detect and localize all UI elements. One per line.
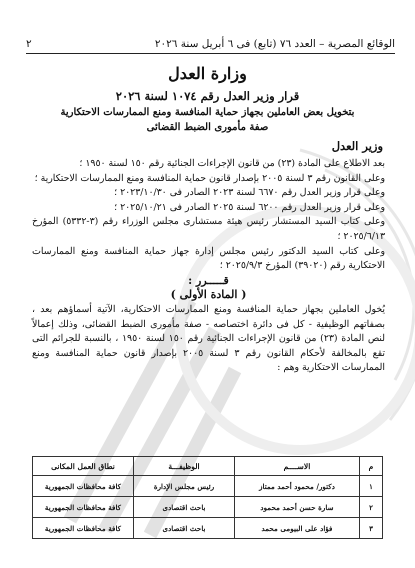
preamble-paragraph: وعلى القانون رقم ٣ لسنة ٢٠٠٥ بإصدار قانون حماية المنافسة ومنع الممارسات الاحتكارية ؛ (34, 172, 385, 184)
decree-title: قرار وزير العدل رقم ١٠٧٤ لسنة ٢٠٢٦ (115, 89, 300, 103)
column-header-name: الاســــم (235, 457, 360, 476)
official-name: سارة حسن أحمد محمود (235, 497, 360, 518)
page-header (26, 36, 395, 50)
article-text: يُخول العاملين بجهاز حماية المنافسة ومنع الممارسات الاحتكارية، الآتية أسماؤهم بعد ، بصفاتهم الوظيفية - كل فى دائرة اختصاصه - صفة مأمورى الضبط القضائى، وذلك إعمالاً لنص المادة (٢٣) من قانون الإجراءات الجنائية رقم ١٥٠ لسنة ١٩٥٠ ، بالنسبة للجرائم التى تقع بالمخالفة لأحكام القانون رقم ٣ لسنة ٢٠٠٥ بإصدار قانون حماية المنافسة ومنع الممارسات الاحتكارية وهم : (32, 303, 385, 374)
table-row (33, 497, 383, 518)
decided-heading: قـــــرر : (188, 273, 229, 287)
table-row (33, 518, 383, 539)
preamble-paragraph: وعلى كتاب السيد المستشار رئيس هيئة مستشارى مجلس الوزراء رقم (٣-٥٣٣٢) المؤرخ ٢٠٢٥/٦/١٣ ؛ (32, 216, 385, 242)
row-number: ٢ (360, 497, 383, 518)
official-scope: كافة محافظات الجمهورية (33, 476, 134, 497)
column-header-number: م (360, 457, 383, 476)
official-job: رئيس مجلس الإدارة (134, 476, 235, 497)
preamble-paragraph: وعلى قرار وزير العدل رقم ٦٦٧٠ لسنة ٢٠٢٣ الصادر فى ٢٠٢٣/١٠/٣٠ ؛ (114, 187, 385, 199)
table-header-row (33, 457, 383, 476)
decree-subject-line-1: بتخويل بعض العاملين بجهاز حماية المنافسة ومنع الممارسات الاحتكارية (60, 107, 355, 118)
row-number: ٣ (360, 518, 383, 539)
official-scope: كافة محافظات الجمهورية (33, 518, 134, 539)
official-name: فؤاد على البيومى محمد (235, 518, 360, 539)
issuer-heading: وزير العدل (331, 139, 383, 153)
row-number: ١ (360, 476, 383, 497)
official-name: دكتور/ محمود أحمد ممتاز (235, 476, 360, 497)
journal-header: الوقائع المصرية – العدد ٧٦ (تابع) فى ٦ أبريل سنة ٢٠٢٦ (154, 38, 395, 50)
header-divider (26, 53, 395, 54)
decree-subject-line-2: صفة مأمورى الضبط القضائى (146, 122, 269, 133)
officials-table (32, 456, 383, 539)
official-scope: كافة محافظات الجمهورية (33, 497, 134, 518)
official-job: باحث اقتصادى (134, 497, 235, 518)
column-header-job: الوظيفـــة (134, 457, 235, 476)
official-job: باحث اقتصادى (134, 518, 235, 539)
preamble-paragraph: وعلى كتاب السيد الدكتور رئيس مجلس إدارة جهاز حماية المنافسة ومنع الممارسات الاحتكارية رقم (٣٩٠٢٠) المؤرخ ٢٠٢٥/٩/٣ ؛ (32, 245, 385, 272)
preamble-paragraph: بعد الاطلاع على المادة (٢٣) من قانون الإجراءات الجنائية رقم ١٥٠ لسنة ١٩٥٠ ؛ (79, 158, 385, 169)
page-number: ٢ (26, 38, 32, 50)
ministry-title: وزارة العدل (168, 64, 247, 83)
column-header-scope: نطاق العمل المكانى (33, 457, 134, 476)
table-row (33, 476, 383, 497)
preamble-paragraph: وعلى قرار وزير العدل رقم ٦٢٠٠ لسنة ٢٠٢٥ الصادر فى ٢٠٢٥/١٠/٢١ ؛ (114, 201, 385, 213)
decree-body (32, 157, 385, 376)
article-title: ( المادة الأولى ) (170, 288, 247, 302)
